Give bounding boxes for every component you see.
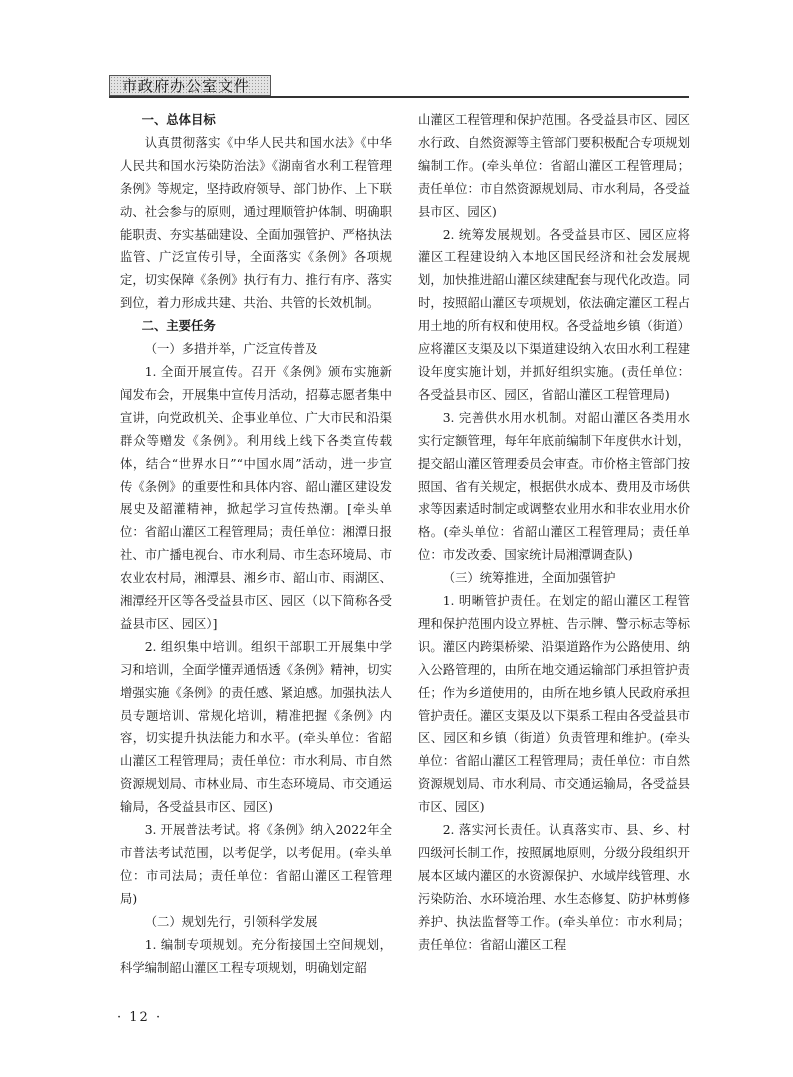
left-column (120, 109, 392, 979)
header-title: 市政府办公室文件 (122, 77, 251, 95)
paragraph: 1. 编制专项规划。充分衔接国土空间规划，科学编制韶山灌区工程专项规划，明确划定韶 (120, 937, 392, 975)
paragraph: 3. 开展普法考试。将《条例》纳入2022年全市普法考试范围，以考促学，以考促用。(牵头单位：市司法局；责任单位：省韶山灌区工程管理局) (120, 823, 392, 906)
paragraph: 认真贯彻落实《中华人民共和国水法》《中华人民共和国水污染防治法》《湖南省水利工程管理条例》等规定，坚持政府领导、部门协作、上下联动、社会参与的原则，通过理顺管护体制、明确职能职责、夯实基础建设、全面加强管护、严格执法监管、广泛宣传引导，全面落实《条例》各项规定，切实保障《条例》执行有力、推行有序、落实到位，着力形成共建、共治、共管的长效机制。 (120, 135, 392, 311)
right-column (418, 109, 690, 957)
paragraph-continuation: 山灌区工程管理和保护范围。各受益县市区、园区水行政、自然资源等主管部门要积极配合专项规划编制工作。(牵头单位：省韶山灌区工程管理局；责任单位：市自然资源规划局、市水利局，各受益县市区、园区) (418, 113, 690, 219)
section-heading: 一、总体目标 (141, 112, 216, 127)
paragraph: 1. 全面开展宣传。召开《条例》颁布实施新闻发布会，开展集中宣传月活动，招募志愿者集中宣讲，向党政机关、企事业单位、广大市民和沿渠群众等赠发《条例》。利用线上线下各类宣传载体，结合“世界水日”“中国水周”活动，进一步宣传《条例》的重要性和具体内容、韶山灌区建设发展史及韶灌精神，掀起学习宣传热潮。[牵头单位：省韶山灌区工程管理局；责任单位：湘潭日报社、市广播电视台、市水利局、市生态环境局、市农业农村局，湘潭县、湘乡市、韶山市、雨湖区、湘潭经开区等各受益县市区、园区（以下简称各受益县市区、园区）] (120, 364, 392, 631)
paragraph: 1. 明晰管护责任。在划定的韶山灌区工程管理和保护范围内设立界桩、告示牌、警示标志等标识。灌区内跨渠桥梁、沿渠道路作为公路使用、纳入公路管理的，由所在地交通运输部门承担管护责任；作为乡道使用的，由所在地乡镇人民政府承担管护责任。灌区支渠及以下渠系工程由各受益县市区、园区和乡镇（街道）负责管理和维护。(牵头单位：省韶山灌区工程管理局；责任单位：市自然资源规划局、市水利局、市交通运输局，各受益县市区、园区) (418, 594, 690, 815)
paragraph: 2. 统筹发展规划。各受益县市区、园区应将灌区工程建设纳入本地区国民经济和社会发展规划，加快推进韶山灌区续建配套与现代化改造。同时，按照韶山灌区专项规划，依法确定灌区工程占用土地的所有权和使用权。各受益地乡镇（街道）应将灌区支渠及以下渠道建设纳入农田水利工程建设年度实施计划，并抓好组织实施。(责任单位：各受益县市区、园区，省韶山灌区工程管理局) (418, 227, 690, 402)
section-heading: 二、主要任务 (141, 318, 216, 334)
subsection-heading: （二）规划先行，引领科学发展 (144, 914, 318, 929)
subsection-heading: （一）多措并举，广泛宣传普及 (144, 342, 318, 357)
header-rule (109, 96, 689, 98)
paragraph: 3. 完善供水用水机制。对韶山灌区各类用水实行定额管理，每年年底前编制下年度供水计划，提交韶山灌区管理委员会审查。市价格主管部门按照国、省有关规定，根据供水成本、费用及市场供求等因素适时制定或调整农业用水和非农业用水价格。(牵头单位：省韶山灌区工程管理局；责任单位：市发改委、国家统计局湘潭调查队) (418, 410, 690, 563)
header-badge (109, 75, 271, 96)
subsection-heading: （三）统筹推进，全面加强管护 (442, 571, 616, 586)
page-number: · 12 · (117, 1010, 163, 1025)
paragraph: 2. 落实河长责任。认真落实市、县、乡、村四级河长制工作，按照属地原则，分级分段组织开展本区域内灌区的水资源保护、水域岸线管理、水污染防治、水环境治理、水生态修复、防护林剪修养护、执法监督等工作。(牵头单位：市水利局；责任单位：省韶山灌区工程 (418, 823, 690, 952)
paragraph: 2. 组织集中培训。组织干部职工开展集中学习和培训，全面学懂弄通悟透《条例》精神，切实增强实施《条例》的责任感、紧迫感。加强执法人员专题培训、常规化培训，精准把握《条例》内容，切实提升执法能力和水平。(牵头单位：省韶山灌区工程管理局；责任单位：市水利局、市自然资源规划局、市林业局、市生态环境局、市交通运输局，各受益县市区、园区) (120, 639, 392, 815)
